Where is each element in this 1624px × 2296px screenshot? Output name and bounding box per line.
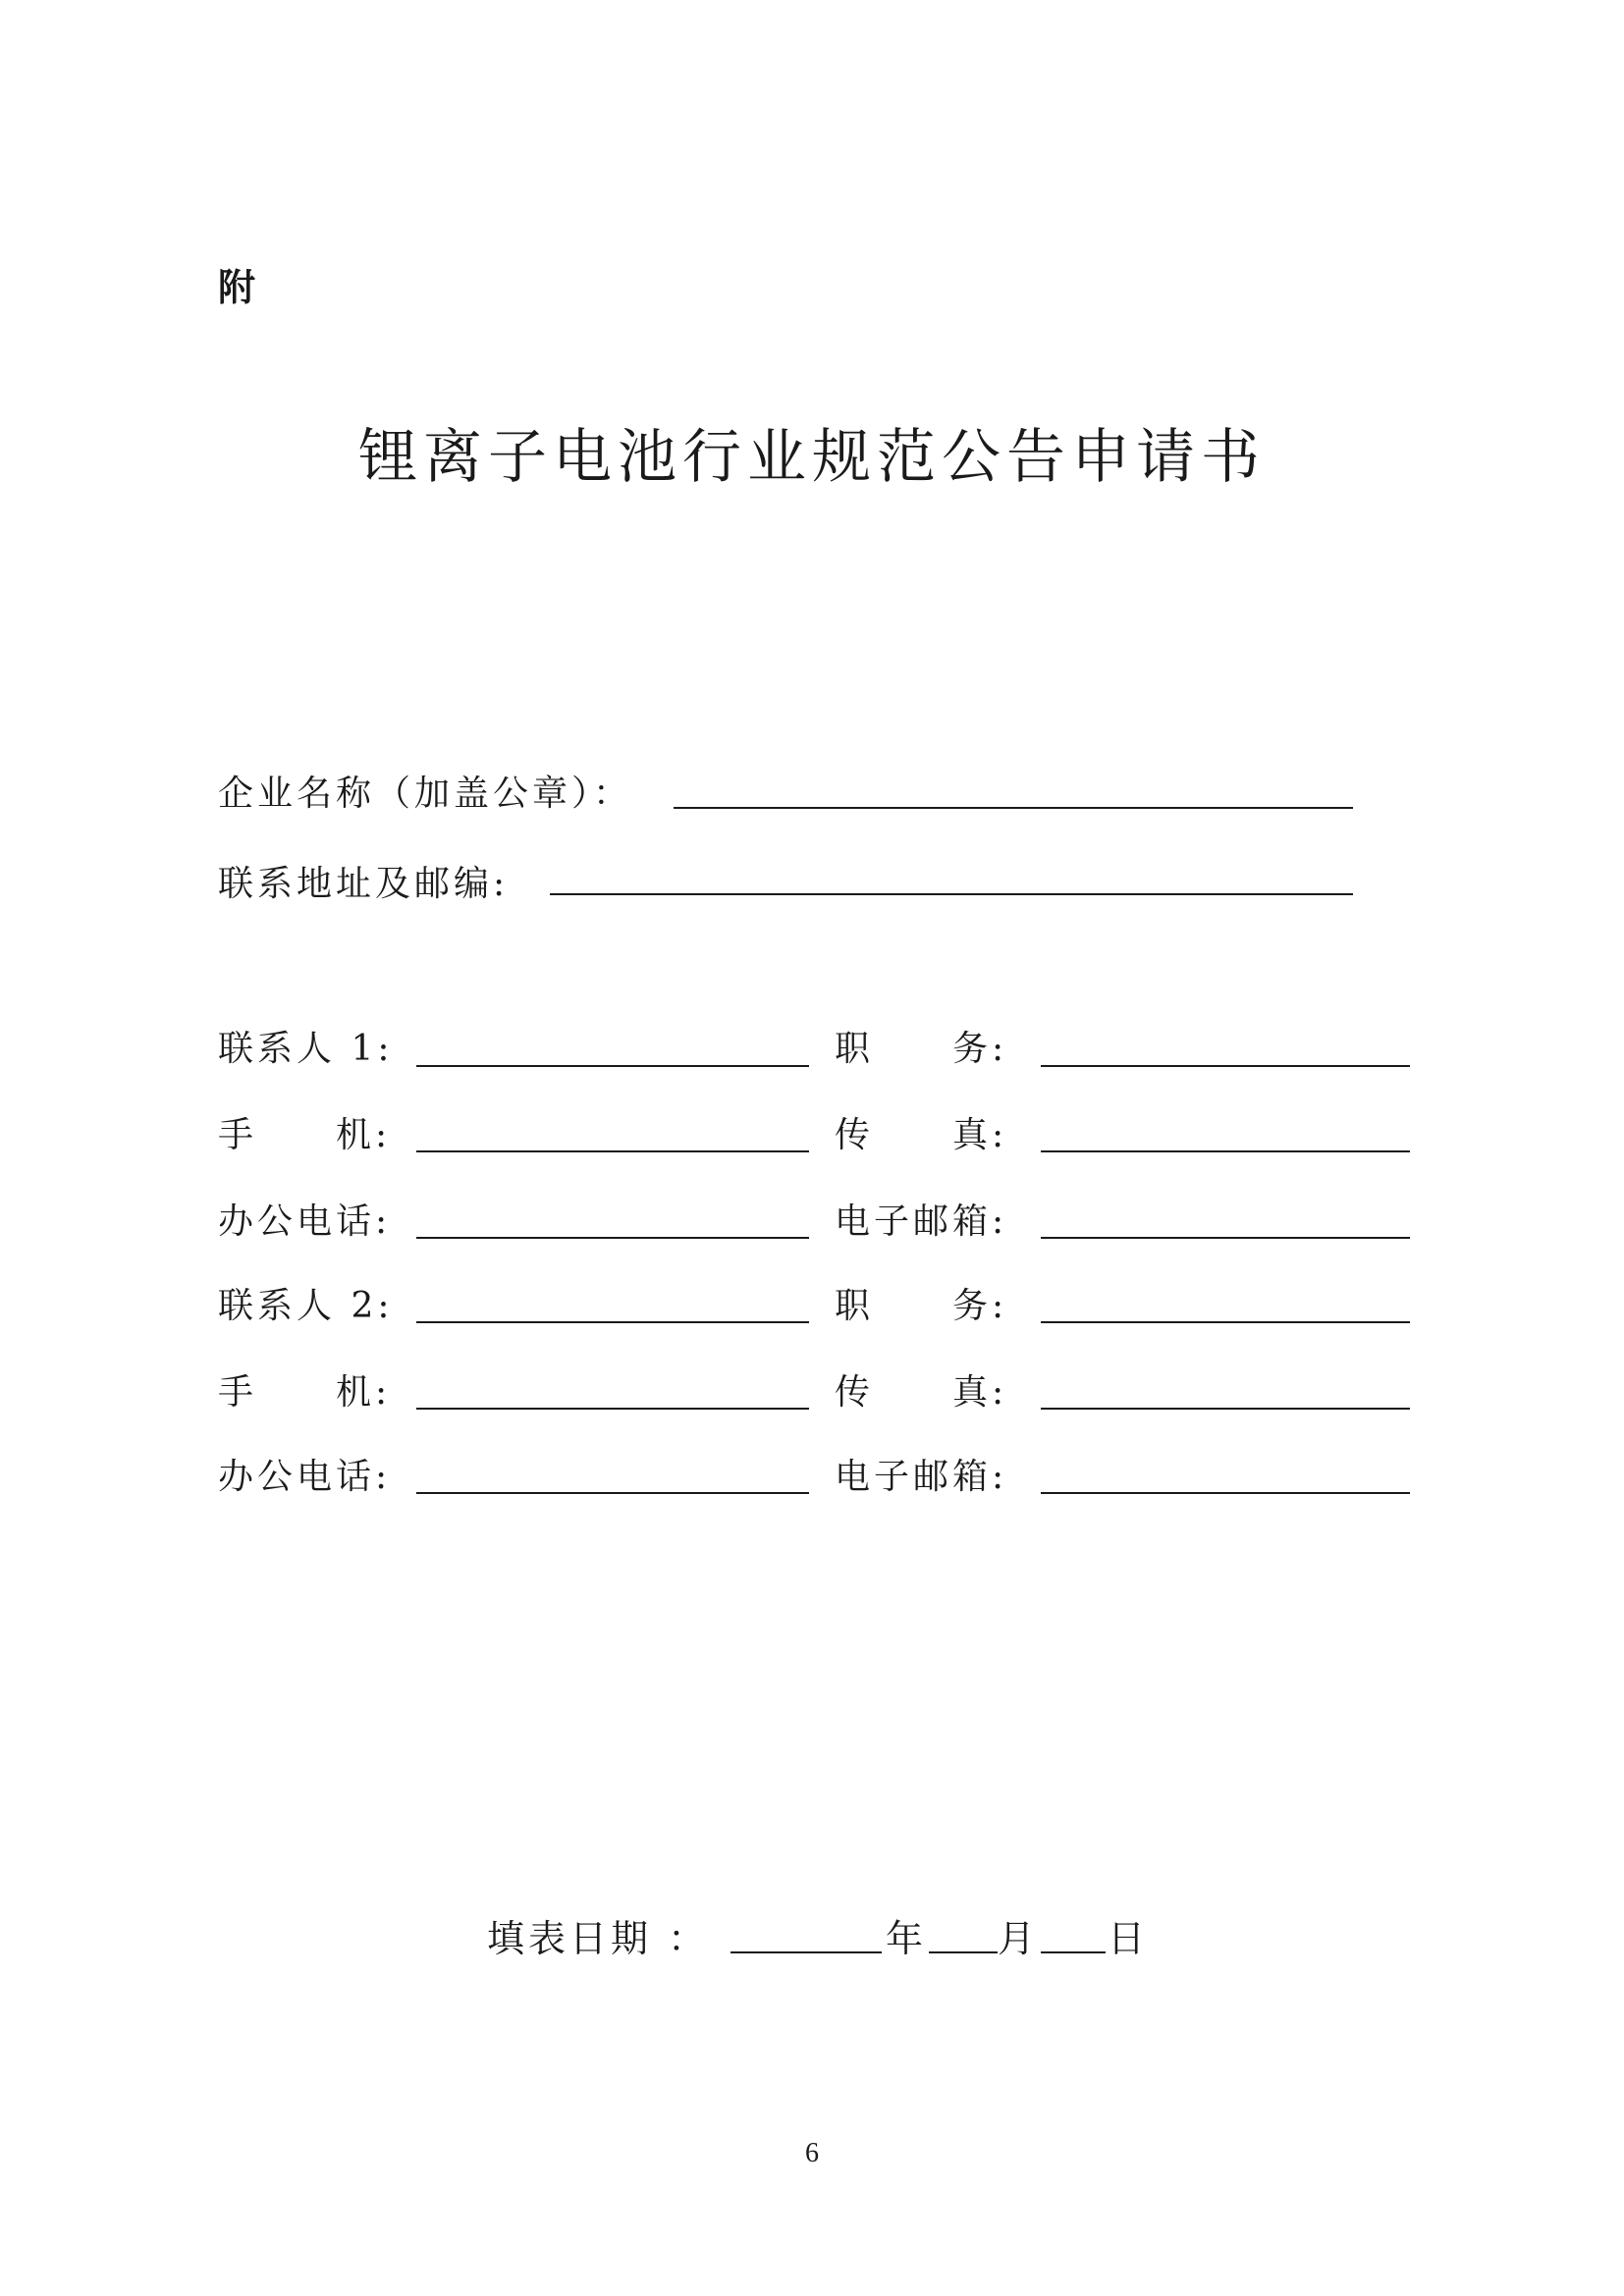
- contact2-mobile-label: 手 机:: [218, 1372, 392, 1413]
- fill-date-day-field[interactable]: [1041, 1951, 1106, 1953]
- contact1-position-field[interactable]: [1041, 1065, 1410, 1067]
- contact1-field[interactable]: [416, 1065, 809, 1067]
- contact2-fax-field[interactable]: [1041, 1408, 1410, 1410]
- appendix-label: 附: [218, 266, 256, 309]
- fill-date-day-suffix: 日: [1108, 1917, 1150, 1960]
- contact2-position-field[interactable]: [1041, 1321, 1410, 1323]
- address-label: 联系地址及邮编:: [218, 864, 510, 904]
- contact2-office-phone-field[interactable]: [416, 1492, 809, 1494]
- contact1-label: 联系人 1:: [218, 1029, 394, 1069]
- company-name-field[interactable]: [674, 807, 1353, 809]
- contact1-office-phone-label: 办公电话:: [218, 1201, 392, 1242]
- contact2-email-field[interactable]: [1041, 1492, 1410, 1494]
- contact1-position-label: 职 务:: [835, 1029, 1008, 1069]
- fill-date-year-field[interactable]: [731, 1951, 882, 1953]
- fill-date-month-suffix: 月: [998, 1917, 1040, 1960]
- contact2-email-label: 电子邮箱:: [835, 1457, 1008, 1497]
- contact2-mobile-field[interactable]: [416, 1408, 809, 1410]
- contact1-email-label: 电子邮箱:: [835, 1201, 1008, 1242]
- fill-date-label: 填表日期 ：: [487, 1917, 710, 1960]
- contact2-office-phone-label: 办公电话:: [218, 1457, 392, 1497]
- company-name-label: 企业名称（加盖公章）：: [218, 774, 633, 814]
- address-field[interactable]: [550, 893, 1353, 895]
- contact1-mobile-label: 手 机:: [218, 1115, 392, 1155]
- contact1-mobile-field[interactable]: [416, 1150, 809, 1152]
- fill-date-year-suffix: 年: [886, 1917, 928, 1960]
- contact2-position-label: 职 务:: [835, 1286, 1008, 1326]
- contact1-office-phone-field[interactable]: [416, 1237, 809, 1239]
- contact1-fax-label: 传 真:: [835, 1115, 1008, 1155]
- contact2-fax-label: 传 真:: [835, 1372, 1008, 1413]
- contact1-email-field[interactable]: [1041, 1237, 1410, 1239]
- contact2-field[interactable]: [416, 1321, 809, 1323]
- fill-date-month-field[interactable]: [929, 1951, 998, 1953]
- contact1-fax-field[interactable]: [1041, 1150, 1410, 1152]
- page-number: 6: [805, 2138, 819, 2168]
- contact2-label: 联系人 2:: [218, 1286, 394, 1326]
- document-title: 锂离子电池行业规范公告申请书: [358, 423, 1266, 492]
